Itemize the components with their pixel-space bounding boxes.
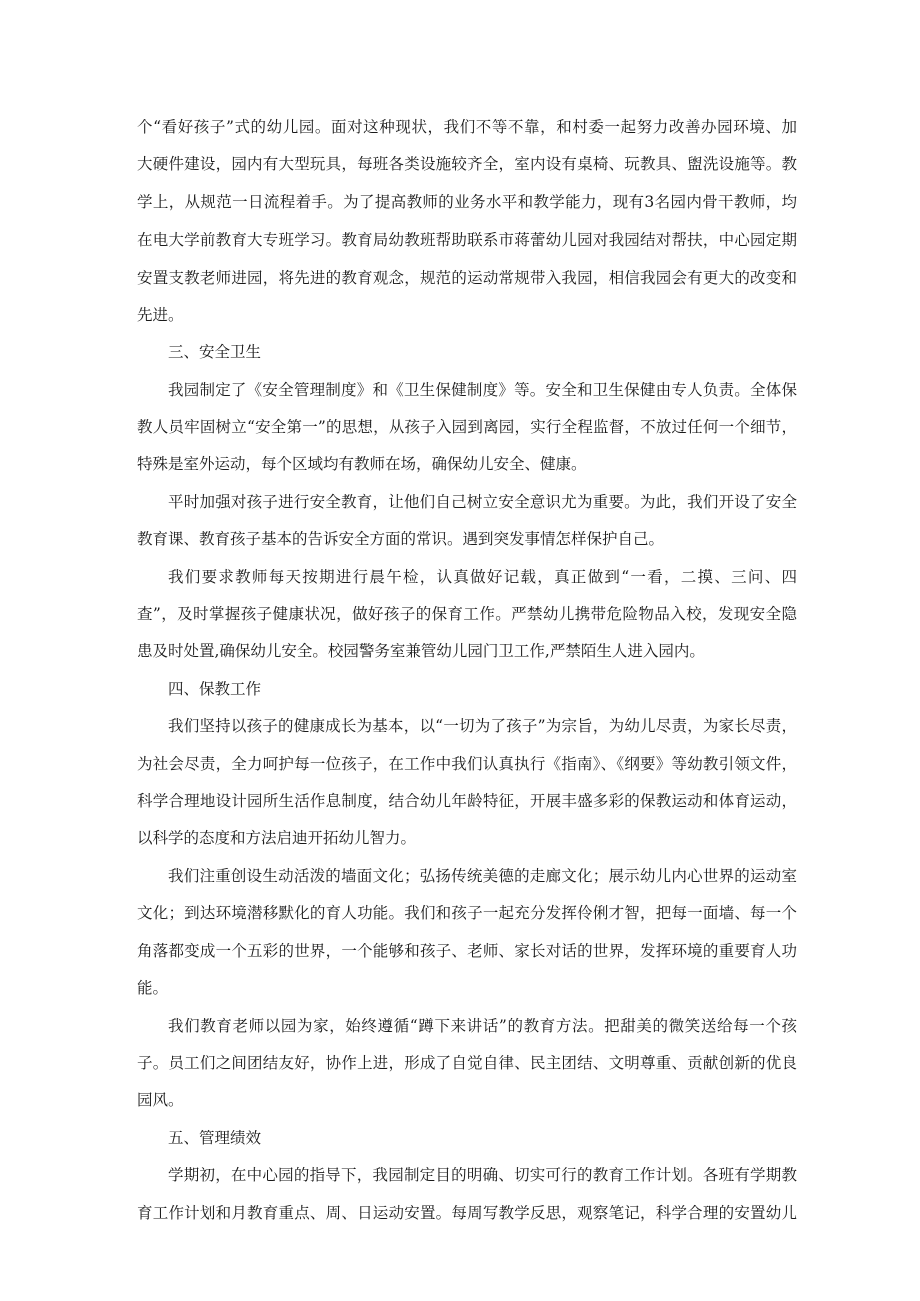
text-line: 为社会尽责，全力呵护每一位孩子，在工作中我们认真执行《指南》、《纲要》等幼教引领文件，	[137, 755, 797, 773]
text-line: 学期初，在中心园的指导下，我园制定目的明确、切实可行的教育工作计划。各班有学期教	[168, 1166, 797, 1184]
text-line: 子。员工们之间团结友好，协作上进，形成了自觉自律、民主团结、文明尊重、贡献创新的优良	[137, 1054, 797, 1072]
text-line: 我们注重创设生动活泼的墙面文化；弘扬传统美德的走廊文化；展示幼儿内心世界的运动室	[168, 867, 797, 885]
text-line: 园风。	[137, 1091, 184, 1109]
text-line: 我们要求教师每天按期进行晨午检，认真做好记载，真正做到“一看，二摸、三问、四	[168, 568, 797, 586]
text-line: 科学合理地设计园所生活作息制度，结合幼儿年龄特征，开展丰盛多彩的保教运动和体育运动，	[137, 792, 797, 810]
text-line: 我们坚持以孩子的健康成长为基本，以“一切为了孩子”为宗旨，为幼儿尽责，为家长尽责，	[168, 717, 797, 735]
text-line: 在电大学前教育大专班学习。教育局幼教班帮助联系市蒋蕾幼儿园对我园结对帮扶，中心园定期	[137, 231, 797, 249]
text-line: 特殊是室外运动，每个区域均有教师在场，确保幼儿安全、健康。	[137, 455, 587, 473]
text-line: 教育课、教育孩子基本的告诉安全方面的常识。遇到突发事情怎样保护自己。	[137, 530, 665, 548]
text-line: 平时加强对孩子进行安全教育，让他们自己树立安全意识尤为重要。为此，我们开设了安全	[168, 493, 797, 511]
text-line: 教人员牢固树立“安全第一”的思想，从孩子入园到离园，实行全程监督，不放过任何一个细节，	[137, 418, 797, 436]
text-line: 患及时处置,确保幼儿安全。校园警务室兼管幼儿园门卫工作,严禁陌生人进入园内。	[137, 642, 705, 660]
text-line: 个“看好孩子”式的幼儿园。面对这种现状，我们不等不靠，和村委一起努力改善办园环境、加	[137, 118, 797, 136]
section-heading: 四、保教工作	[168, 680, 262, 698]
text-line: 大硬件建设，园内有大型玩具，每班各类设施较齐全，室内设有桌椅、玩教具、盥洗设施等。教	[137, 155, 797, 173]
text-line: 我们教育老师以园为家，始终遵循“蹲下来讲话”的教育方法。把甜美的微笑送给每一个孩	[168, 1017, 797, 1035]
text-line: 文化；到达环境潜移默化的育人功能。我们和孩子一起充分发挥伶俐才智，把每一面墙、每一个	[137, 904, 797, 922]
text-line: 先进。	[137, 306, 184, 324]
text-line: 我园制定了《安全管理制度》和《卫生保健制度》等。安全和卫生保健由专人负责。全体保	[168, 381, 797, 399]
text-line: 能。	[137, 979, 169, 997]
text-line: 学上，从规范一日流程着手。为了提高教师的业务水平和教学能力，现有3名园内骨干教师，均	[137, 193, 797, 211]
text-line: 以科学的态度和方法启迪开拓幼儿智力。	[137, 829, 417, 847]
text-line: 角落都变成一个五彩的世界，一个能够和孩子、老师、家长对话的世界，发挥环境的重要育人功	[137, 942, 797, 960]
section-heading: 五、管理绩效	[168, 1129, 262, 1147]
section-heading: 三、安全卫生	[168, 343, 262, 361]
text-line: 安置支教老师进园，将先进的教育观念，规范的运动常规带入我园，相信我园会有更大的改变和	[137, 269, 797, 287]
text-line: 查”，及时掌握孩子健康状况，做好孩子的保育工作。严禁幼儿携带危险物品入校，发现安全隐	[137, 605, 797, 623]
text-line: 育工作计划和月教育重点、周、日运动安置。每周写教学反思，观察笔记，科学合理的安置幼儿	[137, 1204, 797, 1222]
